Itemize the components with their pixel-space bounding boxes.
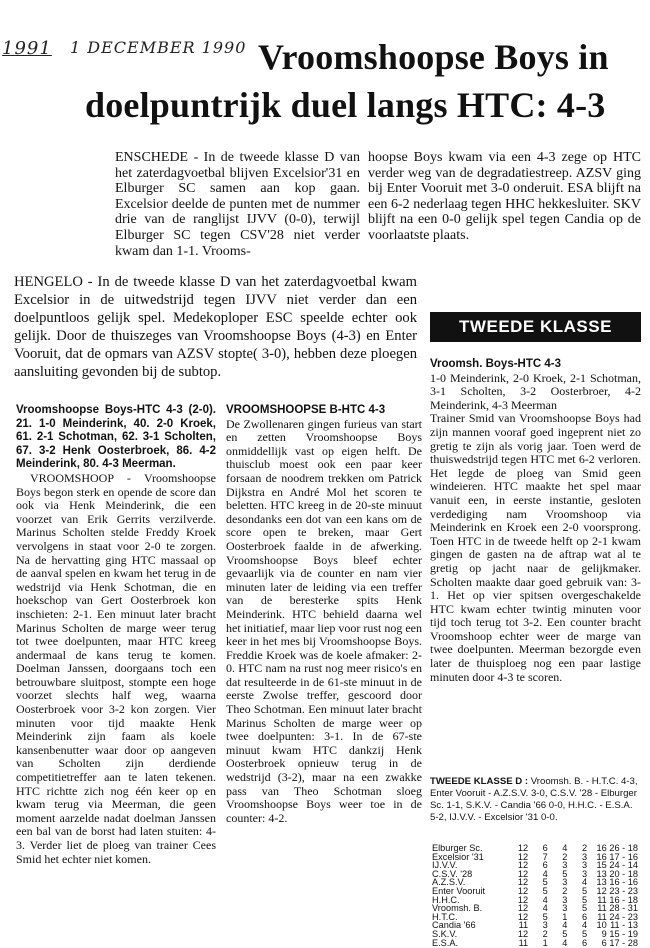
team-name: H.T.C. (432, 911, 458, 922)
standings-cell: 3 (562, 860, 568, 871)
team-name: Excelsior '31 (432, 851, 484, 862)
match-summary-heading: Vroomshoopse Boys-HTC 4-3 (2-0). 21. 1-0 Meinderink, 40. 2-0 Kroek, 61. 2-1 Schotman, 62. 3-1 Scholten, 67. 3-2 Henk Oosterbroek, 86. 4-2 Meinderink, 80. 4-3 Meerman. (16, 404, 216, 471)
standings-cell: 16 - 18 (609, 894, 638, 905)
lead-paragraph-left: ENSCHEDE - In de tweede klasse D van het zaterdagvoetbal blijven Excelsior'31 en Elburger SC samen aan kop gaan. Excelsior deelde de punten met de nummer drie van de ranglijst IJVV (0-0), terwijl Elburger SC tegen CSV'28 niet verder kwam dan 1-1. Vrooms- (115, 150, 360, 259)
standings-cell: 11 (518, 920, 529, 931)
standings-cell: 15 - 19 (609, 928, 638, 939)
standings-cell: 5 (581, 894, 588, 905)
standings-cell: 12 (517, 877, 529, 888)
team-name: Vroomsh. B. (432, 903, 483, 914)
standings-cell: 4 (542, 894, 548, 905)
standings-cell: 12 (517, 860, 529, 871)
standings-cell: 4 (562, 937, 568, 948)
standings-cell: 16 (596, 843, 607, 853)
standings-cell: 5 (542, 877, 548, 888)
team-name: Enter Vooruit (432, 885, 486, 896)
standings-row (432, 921, 638, 930)
standings-cell: 10 (596, 920, 607, 931)
intro-paragraph: HENGELO - In de tweede klasse D van het zaterdagvoetbal kwam Excelsior in de uitwedstrijd tegen IJVV niet verder dan een doelpuntloos gelijk spel. Medekoploper ESC speelde echter ook gelijk. Door de thuiszeges van Vroomshoopse Boys (4-3) en Enter Vooruit, dat de opmars van AZSV stopte( 3-0), hebben deze ploegen aansluiting gevonden bij de subtop. (14, 274, 417, 380)
standings-cell: 13 (596, 868, 607, 879)
standings-cell: 4 (542, 868, 548, 879)
standings-cell: 3 (562, 877, 568, 888)
standings-cell: 16 (596, 851, 607, 862)
standings-cell: 4 (542, 903, 548, 914)
standings-cell: 3 (581, 851, 588, 862)
lead-paragraph-right: hoopse Boys kwam via een 4-3 zege op HTC verder weg van de degradatiestreep. AZSV ging bij Enter Vooruit met 3-0 onderuit. ESA blijft na een 6-2 nederlaag tegen HHC hekkesluiter. SKV blijft na een 0-0 gelijk spel tegen Candia op de voorlaatste plaats. (368, 150, 641, 243)
team-name: E.S.A. (432, 937, 459, 948)
standings-cell: 11 (597, 911, 607, 922)
standings-cell: 7 (542, 851, 548, 862)
team-name: H.H.C. (432, 894, 460, 905)
standings-cell: 2 (542, 928, 548, 939)
standings-cell: 3 (562, 903, 568, 914)
standings-cell: 2 (562, 885, 568, 896)
handwritten-date: 1 DECEMBER 1990 (70, 38, 247, 57)
standings-cell: 4 (581, 920, 588, 931)
standings-cell: 6 (581, 911, 588, 922)
headline-line-2: doelpuntrijk duel langs HTC: 4-3 (85, 85, 606, 125)
standings-cell: 1 (542, 937, 548, 948)
standings-row (432, 913, 638, 922)
standings-cell: 4 (562, 843, 568, 853)
match-report-body: De Zwollenaren gingen furieus van start en zetten Vroomshoopse Boys onmiddellijk vast op eigen helft. De thuisclub moest ook een paar keer forsaan de noodrem trekken om Patrick Dijkstra en André Mol het scoren te beletten. HTC kreeg in de 20-ste minuut desondanks een dot van een kans om de score open te breken, maar Gert Oosterbroek faalde in de afwerking. Vroomshoopse Boys bleef echter gevaarlijk via de counter en nam vier minuten later de leiding via een treffer van de beresterke spits Henk Meinderink. HTC behield daarna wel het initiatief, maar liep voor rust nog een keer in het mes bij Vroomshoopse Boys. Freddie Kroek was de koele afmaker: 2-0. HTC nam na rust nog meer risico's en dat resulteerde in de 61-ste minuut in de eerste Zwolse treffer, gescoord door Theo Schotman. Een minuut later bracht Marinus Scholten de marge weer op twee doelpunten: 3-1. In de 67-ste minuut kwam HTC dankzij Henk Oosterbroek opnieuw terug in de wedstrijd (3-2), maar na een zwakke pass van Theo Schotman sloeg Vroomshoopse Boys weer toe in de counter: 4-2. (226, 416, 422, 825)
team-name: Candia '66 (432, 920, 476, 931)
standings-cell: 15 (596, 860, 607, 871)
standings-table (432, 844, 638, 947)
standings-cell: 23 - 23 (609, 885, 638, 896)
standings-cell: 12 (517, 851, 529, 862)
standings-cell: 17 - 16 (609, 851, 638, 862)
article-column-c (430, 358, 641, 684)
standings-cell: 5 (581, 885, 588, 896)
standings-cell: 20 - 18 (609, 868, 638, 879)
standings-cell: 12 (517, 903, 529, 914)
team-name: IJ.V.V. (432, 860, 458, 871)
match-report-body: VROOMSHOOP - Vroomshoopse Boys begon sterk en opende de score dan ook via Henk Meinderink, die een voorzet van Erik Gerrits verzilverde. Marinus Scholten stelde Freddy Kroek vervolgens in staat voor 2-0 te zorgen. Na de hervatting ging HTC massaal op de aanval spelen en kwam het terug in de wedstrijd via Henk Schotman, die en hoekschop van Gert Oosterbroek kon inschieten: 2-1. Een minuut later bracht Marinus Scholten de marge weer terug tot twee doelpunten, maar HTC kreeg andermaal de kans terug te komen. Doelman Janssen, doorgaans toch een betrouwbare sluitpost, stompte een hoge voorzet slechts half weg, waarna Oosterbroek voor 3-2 kon zorgen. Vier minuten voor tijd maakte Henk Meinderink zijn faam als koele kansenbenutter waar door op aangeven van Scholten zijn derdiende competitietreffer aan te laten tekenen. HTC richtte zich nog één keer op en kwam terug via Meerman, die geen moment aarzelde nadat doelman Janssen een bal van de borst had laten stuiten: 4-3. Verder liet de ploeg van trainer Cees Smid het echter niet komen. (16, 470, 216, 866)
standings-cell: 12 (517, 894, 529, 905)
standings-cell: 24 - 23 (609, 911, 638, 922)
section-banner: TWEEDE KLASSE (430, 312, 641, 342)
standings-cell: 12 (517, 868, 529, 879)
standings-row (432, 887, 638, 896)
standings-cell: 11 (518, 937, 529, 948)
standings-cell: 5 (581, 928, 588, 939)
standings-cell: 5 (542, 911, 548, 922)
standings-cell: 3 (542, 920, 548, 931)
standings-cell: 5 (542, 885, 548, 896)
team-name: Elburger Sc. (432, 843, 483, 853)
standings-cell: 3 (581, 868, 588, 879)
standings-cell: 28 - 31 (609, 903, 638, 914)
standings-cell: 12 (596, 885, 607, 896)
standings-cell: 24 - 14 (609, 860, 638, 871)
results-text: Vroomsh. B. - H.T.C. 4-3, Enter Vooruit - A.Z.S.V. 3-0, C.S.V. '28 - Elburger Sc. 1-1, S.K.V. - Candia '66 0-0, H.H.C. - E.S.A. 5-2, IJ.V.V. - Excelsior '31 0-0. (430, 776, 638, 823)
standings-cell: 12 (517, 928, 529, 939)
team-name: A.Z.S.V. (432, 877, 466, 888)
standings-cell: 5 (562, 928, 568, 939)
standings-row (432, 853, 638, 862)
standings-cell: 3 (562, 894, 568, 905)
standings-cell: 11 (597, 894, 607, 905)
standings-row (432, 930, 638, 939)
team-name: S.K.V. (432, 928, 458, 939)
standings-cell: 17 - 28 (609, 937, 638, 948)
standings-cell: 6 (601, 937, 607, 948)
standings-row (432, 904, 638, 913)
standings-cell: 11 - 13 (610, 920, 638, 931)
headline-line-1: Vroomshoopse Boys in (258, 37, 609, 77)
standings-cell: 4 (562, 920, 568, 931)
standings-cell: 6 (542, 843, 548, 853)
standings-cell: 11 (597, 903, 607, 914)
standings-cell: 12 (517, 911, 529, 922)
standings-cell: 3 (581, 860, 588, 871)
team-name: C.S.V. '28 (432, 868, 473, 879)
standings-cell: 6 (542, 860, 548, 871)
standings-cell: 13 (596, 877, 607, 888)
goal-scorers: 1-0 Meinderink, 2-0 Kroek, 2-1 Schotman, 3-1 Scholten, 3-2 Oosterbroer, 4-2 Meinderink, 4-3 Meerman (430, 370, 641, 412)
standings-cell: 2 (562, 851, 568, 862)
standings-cell: 26 - 18 (609, 843, 638, 853)
standings-cell: 5 (562, 868, 568, 879)
match-report-body: Trainer Smid van Vroomshoopse Boys had zijn mannen vooraf goed ingeprent niet zo gretig te zijn als vorig jaar. Toen werd de thuiswedstrijd tegen HTC met 6-2 verloren. Het legde de ploeg van Smid geen windeieren. HTC maakte het spel maar vanuit een, in eerste instantie, gesloten verdediging nam Vroomshoop via Meinderink en Kroek een 2-0 voorsprong. Toen HTC in de tweede helft op 2-1 kwam gingen de gasten na de aftrap wat al te gretig op jacht naar de gelijkmaker. Scholten maakte daar goed gebruik van: 3-1. Het op vier spitsen overgeschakelde HTC kwam echter twintig minuten voor tijd toch terug tot 3-2. Een counter bracht Vroomshoop echter weer de marge van twee doelpunten. Meerman bezorgde even later de thuisploeg nog een paar lastige minuten door 4-3 te scoren. (430, 411, 641, 684)
standings-cell: 12 (517, 885, 529, 896)
standings-cell: 9 (601, 928, 607, 939)
article-column-b (226, 404, 422, 825)
standings-cell: 12 (517, 843, 529, 853)
results-summary (430, 776, 641, 824)
standings-row (432, 939, 638, 948)
handwritten-year: 1991 (2, 38, 52, 59)
article-column-a (16, 404, 216, 866)
standings-cell: 4 (581, 877, 588, 888)
match-heading: Vroomsh. Boys-HTC 4-3 (430, 358, 561, 370)
standings-cell: 5 (581, 903, 588, 914)
standings-cell: 1 (562, 911, 568, 922)
match-report-heading: VROOMSHOOPSE B-HTC 4-3 (226, 404, 386, 416)
results-label: TWEEDE KLASSE D : (430, 776, 529, 787)
standings-cell: 16 - 16 (609, 877, 638, 888)
standings-cell: 6 (581, 937, 588, 948)
standings-cell: 2 (581, 843, 588, 853)
standings-row (432, 896, 638, 905)
